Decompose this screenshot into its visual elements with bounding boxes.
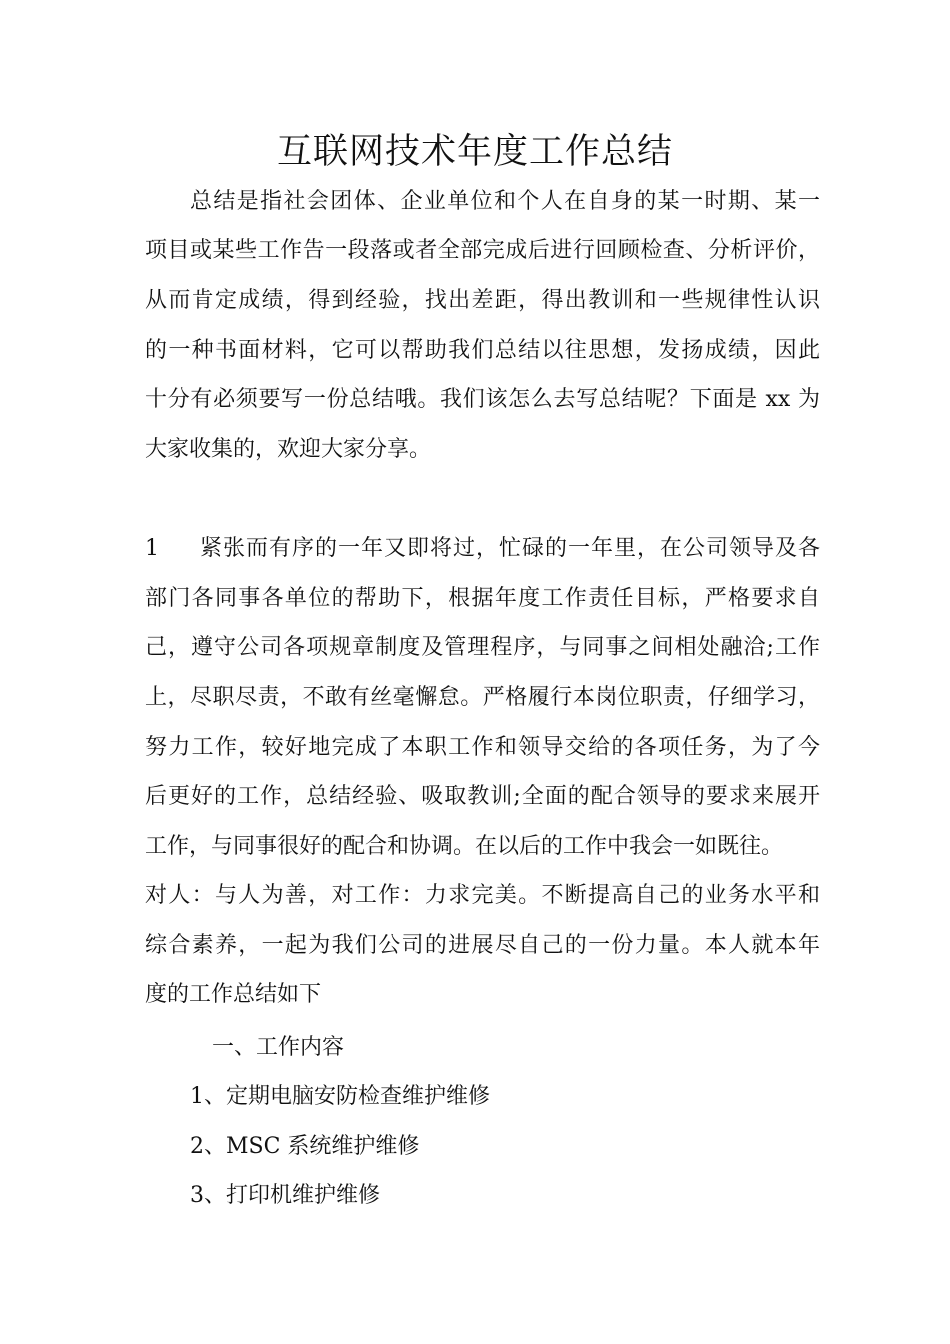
intro-line: 项目或某些工作告一段落或者全部完成后进行回顾检查、分析评价， [145, 238, 820, 263]
body-line: 度的工作总结如下 [145, 982, 322, 1007]
body-line: 紧张而有序的一年又即将过，忙碌的一年里，在公司领导及各 [200, 536, 820, 561]
document-title: 互联网技术年度工作总结 [276, 132, 673, 172]
intro-line: 十分有必须要写一份总结哦。我们该怎么去写总结呢？下面是 xx 为 [145, 387, 820, 412]
intro-line: 的一种书面材料，它可以帮助我们总结以往思想，发扬成绩，因此 [145, 338, 820, 363]
intro-line: 总结是指社会团体、企业单位和个人在自身的某一时期、某一 [190, 189, 820, 214]
body-line: 部门各同事各单位的帮助下，根据年度工作责任目标，严格要求自 [145, 586, 820, 611]
intro-line: 从而肯定成绩，得到经验，找出差距，得出教训和一些规律性认识 [145, 288, 820, 313]
list-item: 3、打印机维护维修 [190, 1183, 380, 1208]
intro-line: 大家收集的，欢迎大家分享。 [145, 437, 432, 462]
body-line: 综合素养，一起为我们公司的进展尽自己的一份力量。本人就本年 [145, 933, 820, 958]
body-line: 对人：与人为善，对工作：力求完美。不断提高自己的业务水平和 [145, 883, 820, 908]
list-item: 2、MSC 系统维护维修 [190, 1134, 420, 1159]
list-item: 1、定期电脑安防检查维护维修 [190, 1084, 490, 1109]
section-number: 1 [145, 536, 159, 561]
body-line: 工作，与同事很好的配合和协调。在以后的工作中我会一如既往。 [145, 834, 784, 859]
body-line: 后更好的工作，总结经验、吸取教训;全面的配合领导的要求来展开 [145, 784, 820, 809]
body-line: 上，尽职尽责，不敢有丝毫懈怠。严格履行本岗位职责，仔细学习， [145, 685, 820, 710]
section-heading: 一、工作内容 [212, 1035, 345, 1060]
body-line: 己，遵守公司各项规章制度及管理程序，与同事之间相处融洽;工作 [145, 635, 820, 660]
body-line: 努力工作，较好地完成了本职工作和领导交给的各项任务，为了今 [145, 735, 820, 760]
